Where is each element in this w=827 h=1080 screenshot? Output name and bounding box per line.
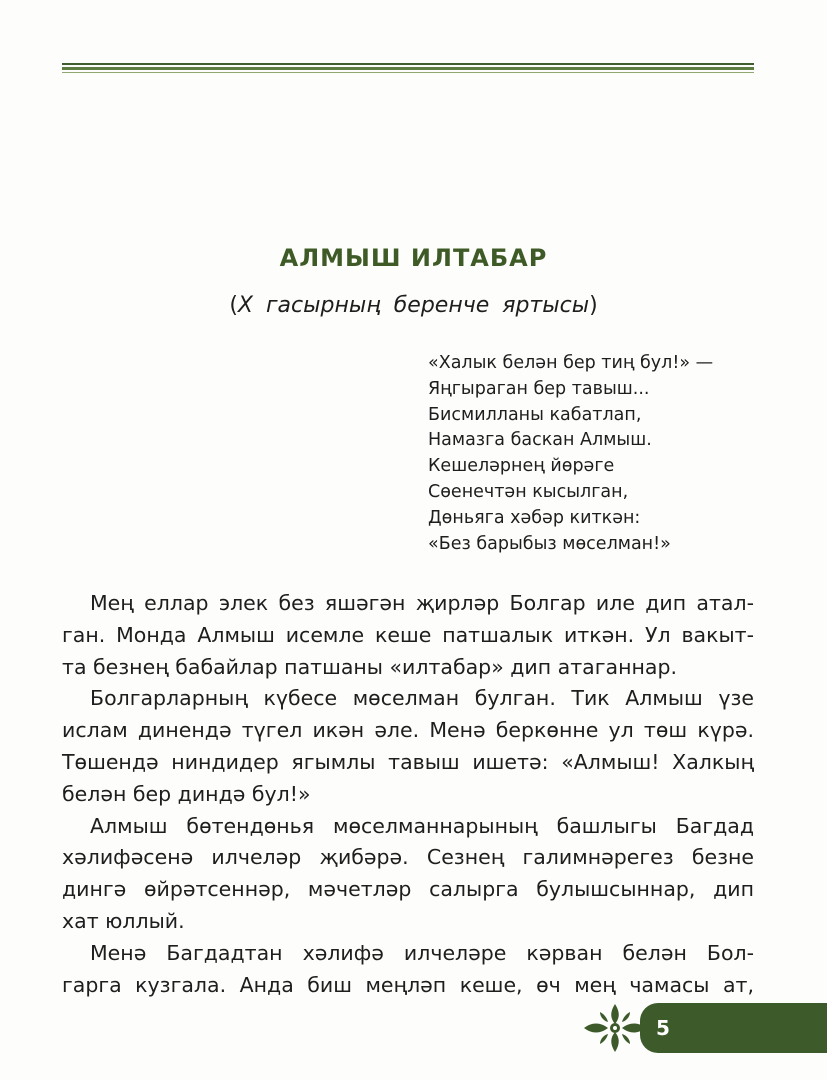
page-title: АЛМЫШ ИЛТАБАР [279, 244, 548, 272]
paragraph-4 [62, 938, 754, 1002]
page-number: 5 [656, 1016, 670, 1040]
text-line: та безнең бабайлар патшаны «илтабар» дип атаганнар. [62, 654, 677, 679]
paragraph-2 [62, 683, 754, 810]
poem-line: Бисмилланы кабатлап, [428, 404, 642, 425]
story-text [62, 588, 754, 1001]
paragraph-3 [62, 811, 754, 938]
text-line: Мең еллар элек без яшәгән җирләр Болгар иле дип атал- [90, 591, 754, 615]
page-subtitle: (X гасырның беренче яртысы) [229, 293, 598, 318]
text-line: дингә өйрәтсеннәр, мәчетләр салырга булышсыннар, дип [62, 877, 754, 902]
floral-ornament-icon [580, 998, 650, 1058]
text-line: хат юллый. [62, 908, 185, 933]
poem-line: Яңгыраган бер тавыш... [428, 378, 650, 399]
poem-epigraph [428, 351, 808, 557]
poem-line: Дөньяга хәбәр киткән: [428, 507, 641, 528]
text-line: Төшендә ниндидер ягымлы тавыш ишетә: «Алмыш! Халкың [62, 749, 754, 774]
text-line: ислам динендә түгел икән әле. Менә беркөнне ул төш күрә. [62, 718, 754, 743]
text-line: белән бер диндә бул!» [62, 781, 311, 806]
text-line: ган. Монда Алмыш исемле кеше патшалык иткән. Ул вакыт- [62, 622, 754, 647]
poem-line: Кешеләрнең йөрәге [428, 456, 615, 477]
poem-line: «Без барыбыз мөселман!» [428, 533, 671, 554]
text-line: Болгарларның күбесе мөселман булган. Тик Алмыш үзе [90, 686, 754, 711]
text-line: гарга кузгала. Анда биш меңләп кеше, өч мең чамасы ат, [62, 972, 754, 997]
poem-line: Сөенечтән кысылган, [428, 481, 629, 502]
poem-line: «Халык белән бер тиң бул!» — [428, 353, 714, 373]
top-decorative-rule [62, 63, 754, 73]
text-line: хәлифәсенә илчеләр җибәрә. Сезнең галимнәрегез безне [62, 845, 754, 870]
text-line: Алмыш бөтендөнья мөселманнарының башлыгы Багдад [90, 813, 754, 838]
text-line: Менә Багдадтан хәлифә илчеләре кәрван белән Бол- [90, 940, 754, 965]
poem-line: Намазга баскан Алмыш. [428, 430, 652, 451]
paragraph-1 [62, 588, 754, 683]
